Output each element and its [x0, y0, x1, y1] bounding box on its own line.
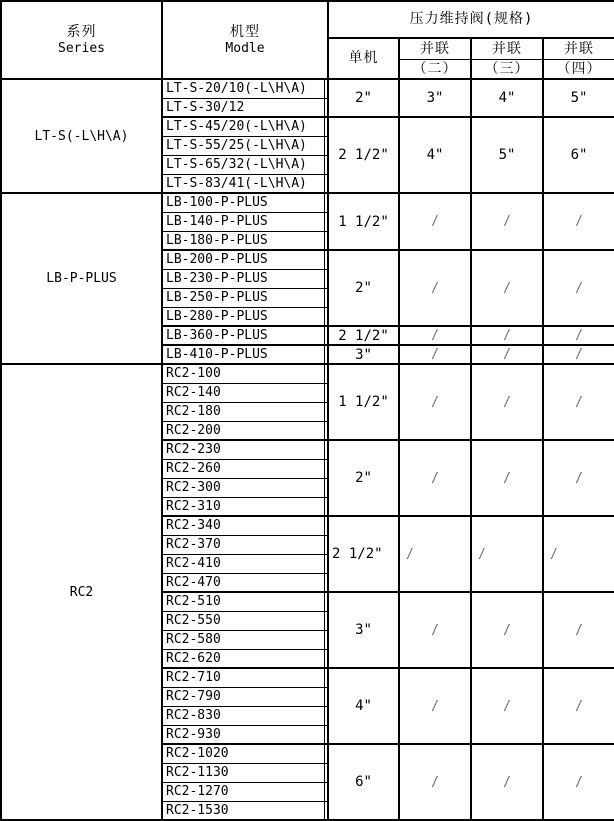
spec-single: 1 1/2" — [328, 193, 399, 250]
header-parallel-4-sub: （四） — [543, 59, 614, 79]
spec-p3: / — [471, 744, 543, 820]
model-cell: RC2-930 — [162, 725, 328, 744]
spec-p2: 4" — [399, 117, 471, 193]
header-single: 单机 — [328, 38, 399, 79]
model-cell: RC2-620 — [162, 649, 328, 668]
model-cell: LB-100-P-PLUS — [162, 193, 328, 212]
spec-p2: 3" — [399, 79, 471, 117]
spec-p3: / — [471, 345, 543, 364]
model-cell: LB-280-P-PLUS — [162, 307, 328, 326]
spec-p4: / — [543, 668, 614, 744]
header-valve-spec: 压力维持阀(规格) — [328, 1, 614, 38]
model-cell: LB-360-P-PLUS — [162, 326, 328, 345]
header-series-en: Series — [58, 40, 105, 56]
spec-p2: / — [399, 440, 471, 516]
model-cell: RC2-1020 — [162, 744, 328, 763]
model-cell: RC2-310 — [162, 497, 328, 516]
spec-p2: / — [399, 345, 471, 364]
model-cell: LB-140-P-PLUS — [162, 212, 328, 231]
model-cell: RC2-580 — [162, 630, 328, 649]
model-cell: RC2-300 — [162, 478, 328, 497]
spec-single: 6" — [328, 744, 399, 820]
spec-p2: / — [399, 592, 471, 668]
spec-p4: / — [543, 364, 614, 440]
model-cell: RC2-180 — [162, 402, 328, 421]
spec-p4: / — [543, 345, 614, 364]
spec-single: 3" — [328, 592, 399, 668]
spec-p2: / — [399, 250, 471, 326]
spec-p4: / — [543, 440, 614, 516]
spec-p2: / — [399, 516, 471, 592]
spec-p3: / — [471, 668, 543, 744]
model-cell: LB-230-P-PLUS — [162, 269, 328, 288]
model-cell: LB-200-P-PLUS — [162, 250, 328, 269]
series-cell-lb: LB-P-PLUS — [1, 193, 162, 364]
model-cell: RC2-710 — [162, 668, 328, 687]
header-series-zh: 系列 — [66, 24, 97, 41]
spec-single: 1 1/2" — [328, 364, 399, 440]
spec-p2: / — [399, 326, 471, 345]
header-parallel-4: 并联 — [543, 38, 614, 59]
model-cell: RC2-550 — [162, 611, 328, 630]
header-model — [162, 1, 328, 79]
model-cell: RC2-410 — [162, 554, 328, 573]
spec-p3: / — [471, 592, 543, 668]
spec-single: 2" — [328, 79, 399, 117]
model-cell: RC2-470 — [162, 573, 328, 592]
series-cell-rc2: RC2 — [1, 364, 162, 820]
header-series — [1, 1, 162, 79]
model-cell: LB-410-P-PLUS — [162, 345, 328, 364]
spec-p4: / — [543, 326, 614, 345]
spec-p4: 5" — [543, 79, 614, 117]
spec-p3: / — [471, 326, 543, 345]
spec-p3: / — [471, 516, 543, 592]
spec-single: 2 1/2" — [328, 117, 399, 193]
spec-p2: / — [399, 668, 471, 744]
spec-single: 2 1/2" — [328, 326, 399, 345]
spec-p3: 5" — [471, 117, 543, 193]
spec-p2: / — [399, 193, 471, 250]
spec-p3: / — [471, 250, 543, 326]
model-cell: RC2-1530 — [162, 801, 328, 820]
model-cell: LT-S-30/12 — [162, 98, 328, 117]
spec-p2: / — [399, 744, 471, 820]
series-cell-lts: LT-S(-L\H\A) — [1, 79, 162, 193]
spec-single: 3" — [328, 345, 399, 364]
header-parallel-2-sub: （二） — [399, 59, 471, 79]
spec-single: 2" — [328, 440, 399, 516]
spec-p4: 6" — [543, 117, 614, 193]
spec-p3: 4" — [471, 79, 543, 117]
spec-single: 4" — [328, 668, 399, 744]
model-cell: RC2-140 — [162, 383, 328, 402]
model-cell: RC2-790 — [162, 687, 328, 706]
model-cell: RC2-100 — [162, 364, 328, 383]
header-parallel-2: 并联 — [399, 38, 471, 59]
model-cell: RC2-1270 — [162, 782, 328, 801]
model-cell: LB-180-P-PLUS — [162, 231, 328, 250]
spec-single: 2" — [328, 250, 399, 326]
model-cell: LT-S-65/32(-L\H\A) — [162, 155, 328, 174]
spec-p4: / — [543, 744, 614, 820]
spec-p3: / — [471, 440, 543, 516]
model-cell: RC2-230 — [162, 440, 328, 459]
spec-p2: / — [399, 364, 471, 440]
header-parallel-3: 并联 — [471, 38, 543, 59]
spec-p3: / — [471, 364, 543, 440]
spec-p4: / — [543, 592, 614, 668]
model-cell: LB-250-P-PLUS — [162, 288, 328, 307]
model-cell: RC2-1130 — [162, 763, 328, 782]
spec-p4: / — [543, 193, 614, 250]
model-cell: RC2-200 — [162, 421, 328, 440]
model-cell: RC2-260 — [162, 459, 328, 478]
spec-p4: / — [543, 250, 614, 326]
spec-single: 2 1/2" — [328, 516, 399, 592]
header-parallel-3-sub: （三） — [471, 59, 543, 79]
model-cell: LT-S-45/20(-L\H\A) — [162, 117, 328, 136]
model-cell: RC2-370 — [162, 535, 328, 554]
header-model-zh: 机型 — [230, 24, 260, 41]
model-cell: RC2-340 — [162, 516, 328, 535]
model-cell: RC2-510 — [162, 592, 328, 611]
header-model-en: Modle — [225, 40, 265, 56]
model-cell: LT-S-20/10(-L\H\A) — [162, 79, 328, 98]
spec-p4: / — [543, 516, 614, 592]
model-cell: LT-S-55/25(-L\H\A) — [162, 136, 328, 155]
spec-p3: / — [471, 193, 543, 250]
model-cell: RC2-830 — [162, 706, 328, 725]
model-cell: LT-S-83/41(-L\H\A) — [162, 174, 328, 193]
